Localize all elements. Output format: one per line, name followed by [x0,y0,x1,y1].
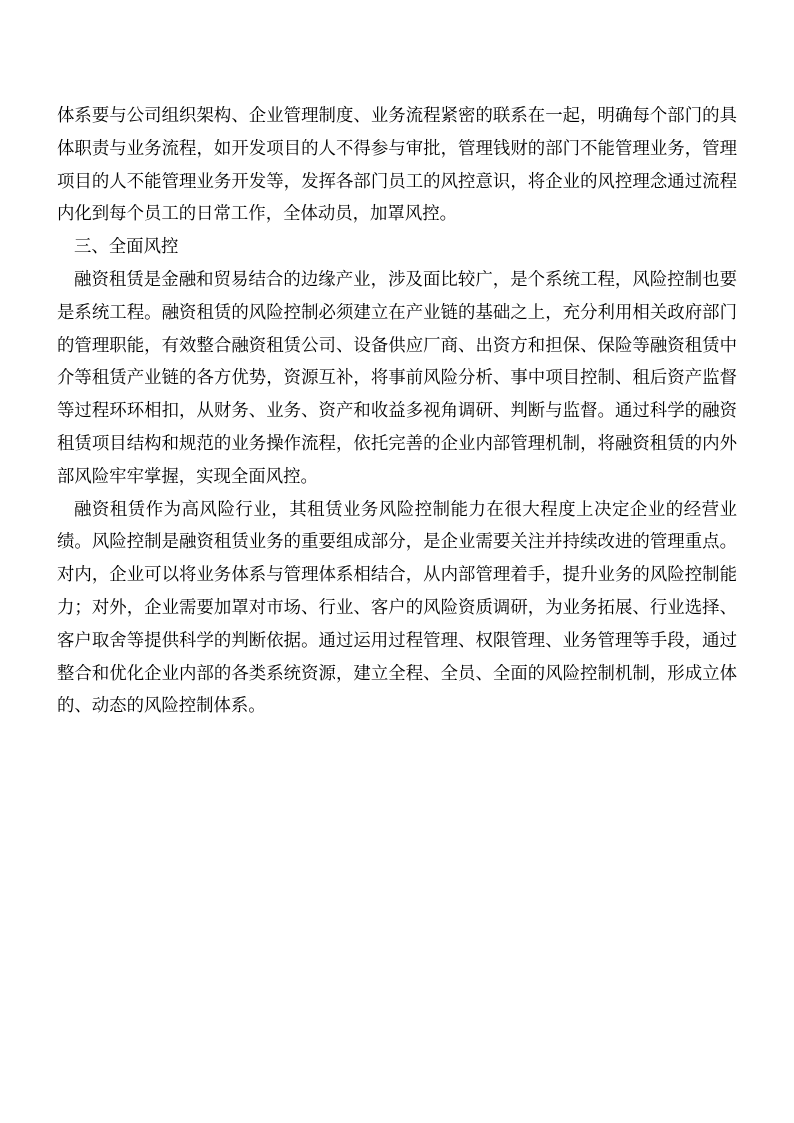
paragraph-intro: 体系要与公司组织架构、企业管理制度、业务流程紧密的联系在一起，明确每个部门的具体职责与业务流程，如开发项目的人不得参与审批，管理钱财的部门不能管理业务，管理项目的人不能管理业务开发等，发挥各部门员工的风控意识，将企业的风控理念通过流程内化到每个员工的日常工作，全体动员，加罩风控。 [57,106,737,225]
section-heading: 三、全面风控 [74,237,179,258]
paragraph-comprehensive-risk: 融资租赁是金融和贸易结合的边缘产业，涉及面比较广，是个系统工程，风险控制也要是系统工程。融资租赁的风险控制必须建立在产业链的基础之上，充分利用相关政府部门的管理职能，有效整合融资租赁公司、设备供应厂商、出资方和担保、保险等融资租赁中介等租赁产业链的各方优势，资源互补，将事前风险分析、事中项目控制、租后资产监督等过程环环相扣，从财务、业务、资产和收益多视角调研、判断与监督。通过科学的融资租赁项目结构和规范的业务操作流程，依托完善的企业内部管理机制，将融资租赁的内外部风险牢牢掌握，实现全面风控。 [57,269,737,487]
paragraph-high-risk-industry: 融资租赁作为高风险行业，其租赁业务风险控制能力在很大程度上决定企业的经营业绩。风险控制是融资租赁业务的重要组成部分，是企业需要关注并持续改进的管理重点。对内，企业可以将业务体系与管理体系相结合，从内部管理着手，提升业务的风险控制能力；对外，企业需要加罩对市场、行业、客户的风险资质调研，为业务拓展、行业选择、客户取舍等提供科学的判断依据。通过运用过程管理、权限管理、业务管理等手段，通过整合和优化企业内部的各类系统资源，建立全程、全员、全面的风险控制机制，形成立体的、动态的风险控制体系。 [57,499,737,717]
document-body [57,100,737,723]
